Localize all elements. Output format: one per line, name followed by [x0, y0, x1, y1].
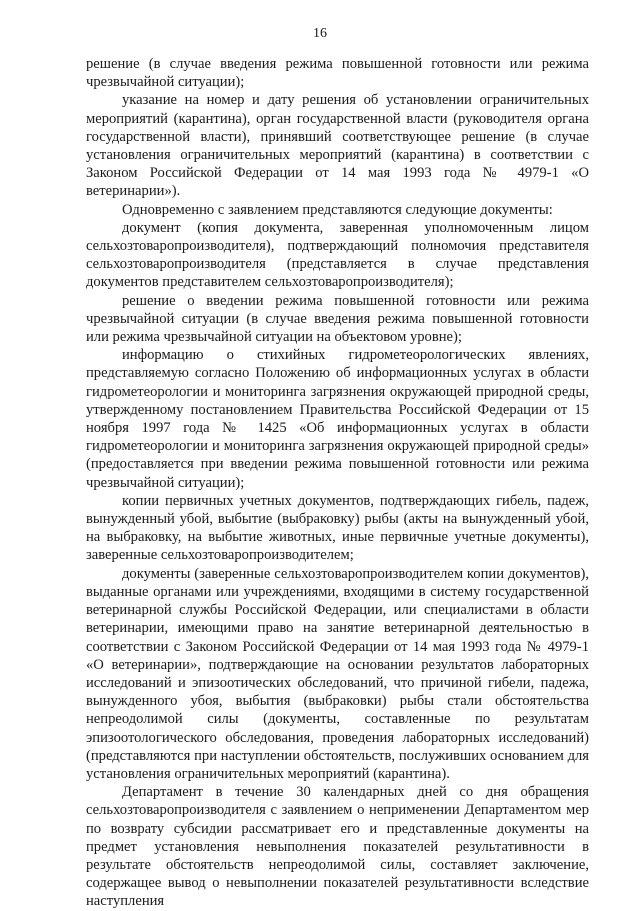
- page-number: 16: [313, 26, 327, 41]
- paragraph-7: копии первичных учетных документов, подтверждающих гибель, падеж, вынужденный убой, выбытие (выбраковку) рыбы (акты на вынужденный убой, на выбраковку, на выбытие животных, иные первичные учетные документы), заверенные сельхозтоваропроизводителем;: [86, 492, 589, 564]
- paragraph-5: решение о введении режима повышенной готовности или режима чрезвычайной ситуации (в случае введения режима повышенной готовности или режима чрезвычайной ситуации на объектовом уровне);: [86, 292, 589, 346]
- paragraph-2: указание на номер и дату решения об установлении ограничительных мероприятий (карантина), орган государственной власти (руководителя органа государственной власти), принявший соответствующее решение (в случае установления ограничительных мероприятий (карантина) в соответствии с Законом Российской Федерации от 14 мая 1993 года № 4979-1 «О ветеринарии»).: [86, 92, 589, 200]
- paragraph-8: документы (заверенные сельхозтоваропроизводителем копии документов), выданные органами или учреждениями, входящими в систему государственной ветеринарной службы Российской Федерации, или специалистами в области ветеринарии, имеющими право на занятие ветеринарной деятельностью в соответствии с Законом Российской Федерации от 14 мая 1993 года № 4979-1 «О ветеринарии», подтверждающие на основании результатов лабораторных исследований и эпизоотических обследований, что причиной гибели, падежа, вынужденного убоя, выбытия (выбраковки) рыбы стали обстоятельства непреодолимой силы (документы, составленные по результатам эпизоотологического обследования, проведения лабораторных исследований) (представляются при наступлении обстоятельств, послуживших основанием для установления ограничительных мероприятий (карантина).: [86, 565, 589, 782]
- paragraph-4: документ (копия документа, заверенная уполномоченным лицом сельхозтоваропроизводителя), подтверждающий полномочия представителя сельхозтоваропроизводителя (представляется в случае представления документов представителем сельхозтоваропроизводителя);: [86, 219, 589, 291]
- paragraph-9: Департамент в течение 30 календарных дней со дня обращения сельхозтоваропроизводителя с заявлением о неприменении Департаментом мер по возврату субсидии рассматривает его и представленные документы на предмет установления невыполнения показателей результативности в результате обстоятельств непреодолимой силы, составляет заключение, содержащее вывод о невыполнении показателей результативности вследствие наступления: [86, 784, 589, 910]
- paragraph-3: Одновременно с заявлением представляются следующие документы:: [122, 201, 553, 218]
- document-body: [86, 55, 589, 911]
- paragraph-6: информацию о стихийных гидрометеорологических явлениях, представляемую согласно Положению об информационных услугах в области гидрометеорологии и мониторинга загрязнения окружающей природной среды, утвержденному постановлением Правительства Российской Федерации от 15 ноября 1997 года № 1425 «Об информационных услугах в области гидрометеорологии и мониторинга загрязнения окружающей природной среды» (предоставляется при введении режима повышенной готовности или режима чрезвычайной ситуации);: [86, 347, 589, 491]
- paragraph-1: решение (в случае введения режима повышенной готовности или режима чрезвычайной ситуации);: [86, 56, 589, 91]
